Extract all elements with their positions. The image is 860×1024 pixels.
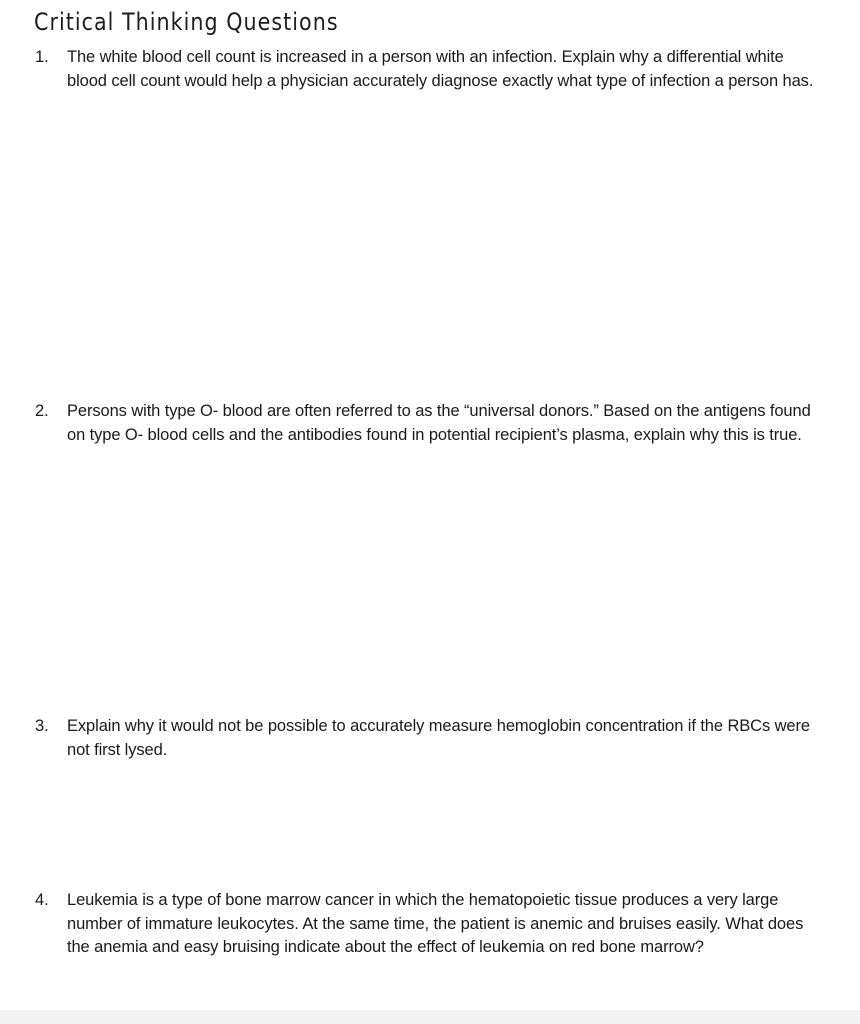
page-bottom-edge: [0, 1010, 860, 1024]
question-text: The white blood cell count is increased in a person with an infection. Explain why a differential white blood cell count would help a physician accurately diagnose exactly what type of infection a person has.: [67, 48, 814, 90]
question-text: Explain why it would not be possible to accurately measure hemoglobin concentration if the RBCs were not first lysed.: [67, 717, 810, 759]
section-heading: Critical Thinking Questions: [34, 8, 339, 36]
question-text: Persons with type O- blood are often referred to as the “universal donors.” Based on the antigens found on type O- blood cells and the antibodies found in potential recipient’s plasma, explain why this is true.: [67, 402, 811, 444]
question-number: 4.: [35, 891, 49, 909]
question-item: [35, 46, 815, 93]
question-item: [35, 889, 815, 960]
question-text: Leukemia is a type of bone marrow cancer in which the hematopoietic tissue produces a very large number of immature leukocytes. At the same time, the patient is anemic and bruises easily. What does the anemia and easy bruising indicate about the effect of leukemia on red bone marrow?: [67, 891, 804, 956]
question-item: [35, 400, 815, 447]
question-number: 3.: [35, 717, 49, 735]
question-number: 1.: [35, 48, 49, 66]
question-number: 2.: [35, 402, 49, 420]
question-item: [35, 715, 815, 762]
